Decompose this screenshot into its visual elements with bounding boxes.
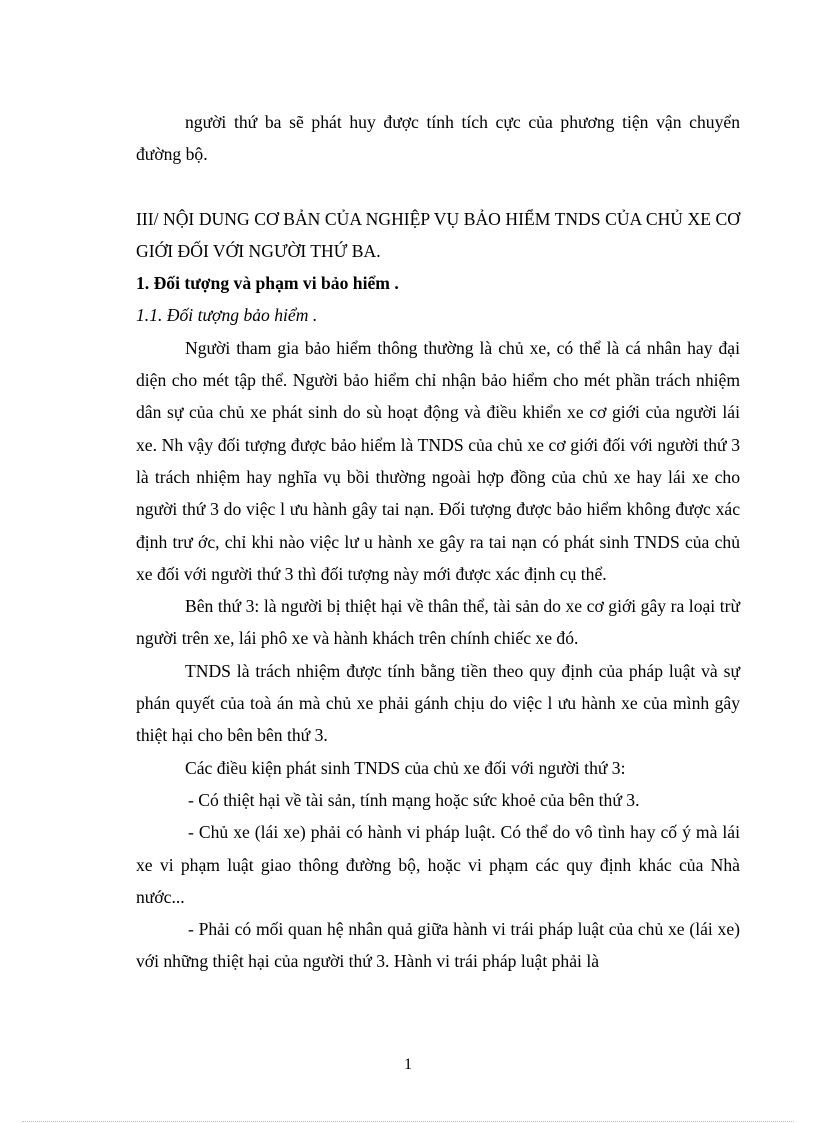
condition-item-damage: - Có thiệt hại về tài sản, tính mạng hoặc sức khoẻ của bên thứ 3. [188, 789, 640, 810]
paragraph-continuation: người thứ ba sẽ phát huy được tính tích cực của phương tiện vận chuyển đường bộ. [136, 112, 740, 165]
page-body [136, 106, 740, 978]
subsubsection-heading: 1.1. Đối tượng bảo hiểm . [136, 305, 318, 326]
paragraph-tnds-definition: TNDS là trách nhiệm được tính bằng tiền theo quy định của pháp luật và sự phán quyết của toà án mà chủ xe phải gánh chịu do việc l ưu hành xe của mình gây thiệt hại cho bên bên thứ 3. [136, 660, 740, 746]
paragraph-third-party: Bên thứ 3: là người bị thiệt hại về thân thể, tài sản do xe cơ giới gây ra loại trừ người trên xe, lái phô xe và hành khách trên chính chiếc xe đó. [136, 596, 740, 649]
condition-item-causality: - Phải có mối quan hệ nhân quả giữa hành vi trái pháp luật của chủ xe (lái xe) với những thiệt hại của người thứ 3. Hành vi trái pháp luật phải là [136, 919, 740, 972]
paragraph-conditions-intro: Các điều kiện phát sinh TNDS của chủ xe đối với người thứ 3: [185, 757, 626, 778]
page-bottom-divider [22, 1121, 794, 1122]
paragraph-participants: Người tham gia bảo hiểm thông thường là chủ xe, có thể là cá nhân hay đại diện cho mét tập thể. Người bảo hiểm chỉ nhận bảo hiểm cho mét phần trách nhiệm dân sự của chủ xe phát sinh do sù hoạt động và điều khiển xe cơ giới của người lái xe. Nh vậy đối tượng được bảo hiểm là TNDS của chủ xe cơ giới đối với người thứ 3 là trách nhiệm hay nghĩa vụ bồi thường ngoài hợp đồng của chủ xe hay lái xe cho người thứ 3 do việc l ưu hành gây tai nạn. Đối tượng được bảo hiểm không được xác định trư ớc, chỉ khi nào việc lư u hành xe gây ra tai nạn có phát sinh TNDS của chủ xe đối với người thứ 3 thì đối tượng này mới được xác định cụ thể. [136, 337, 740, 584]
condition-item-violation: - Chủ xe (lái xe) phải có hành vi pháp luật. Có thể do vô tình hay cố ý mà lái xe vi phạm luật giao thông đường bộ, hoặc vi phạm các quy định khác của Nhà nước... [136, 822, 740, 907]
subsection-heading: 1. Đối tượng và phạm vi bảo hiểm . [136, 273, 399, 294]
page-number: 1 [404, 1056, 412, 1073]
section-heading: III/ NỘI DUNG CƠ BẢN CỦA NGHIỆP VỤ BẢO HIỂM TNDS CỦA CHỦ XE CƠ GIỚI ĐỐI VỚI NGƯỜI THỨ BA. [136, 208, 740, 261]
